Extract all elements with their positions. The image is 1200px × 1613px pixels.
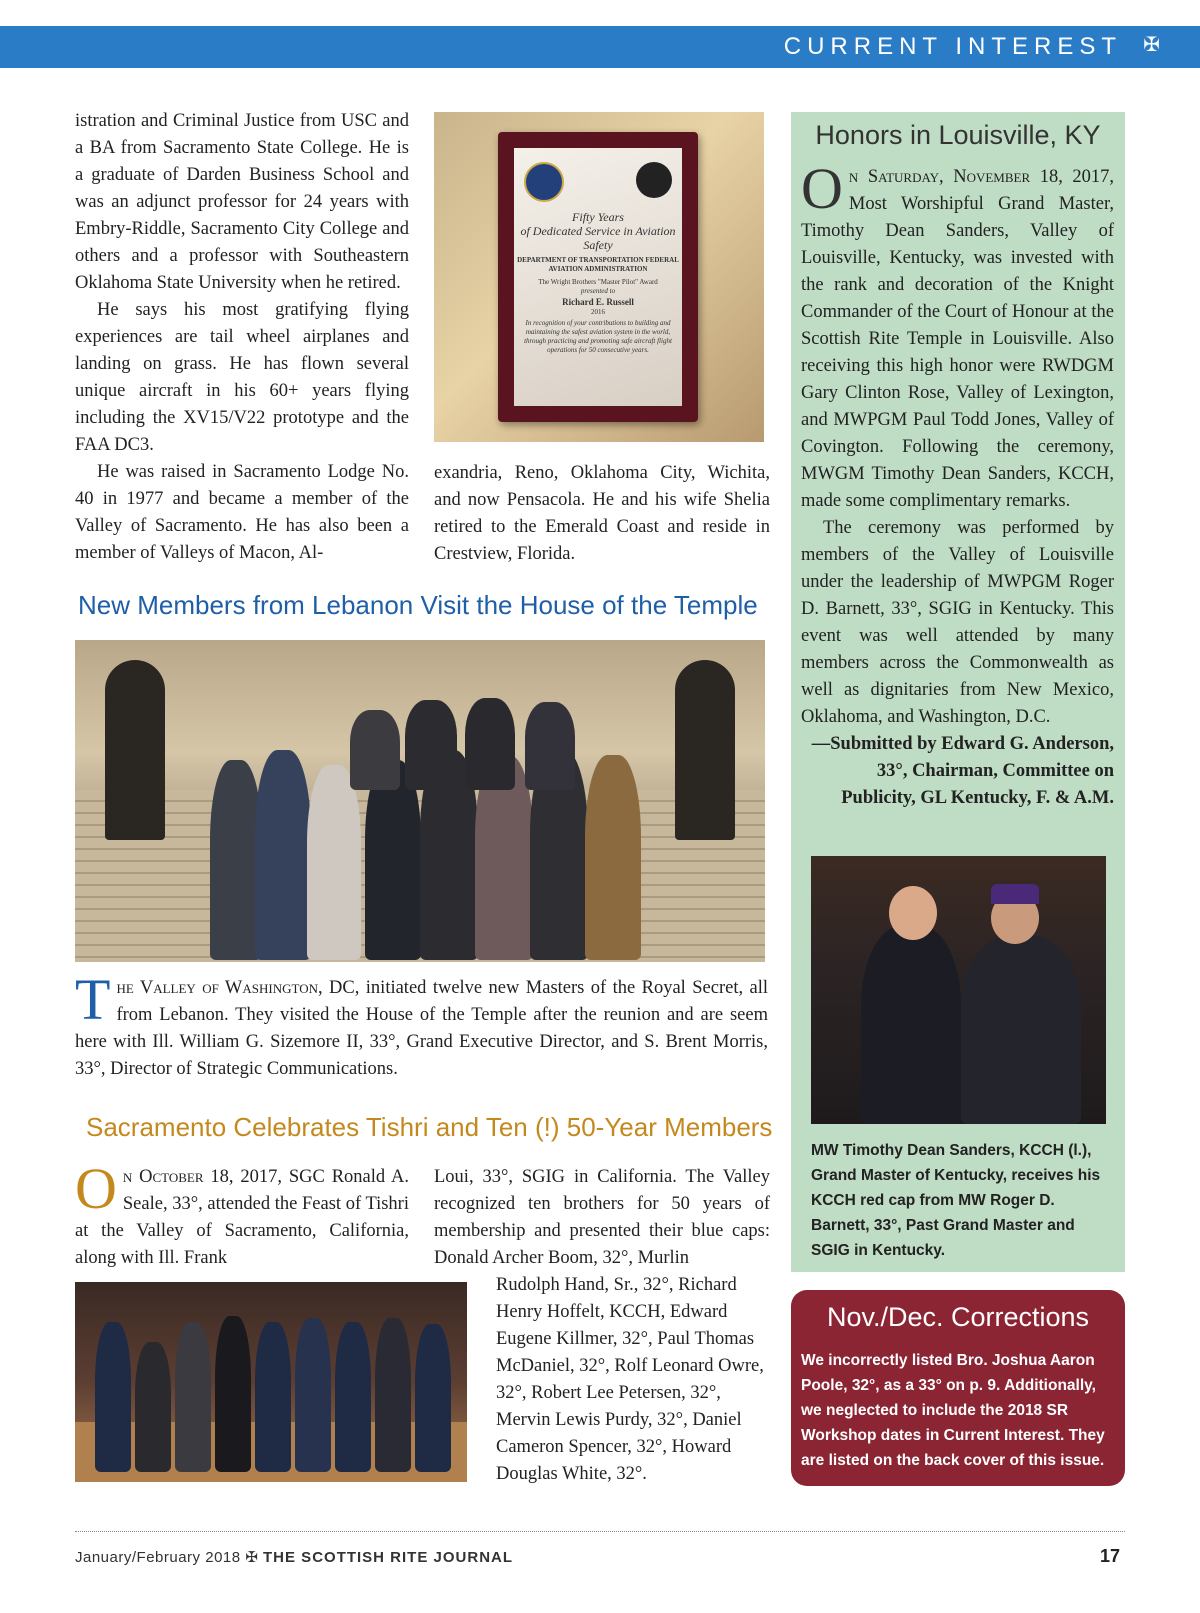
lebanon-heading: New Members from Lebanon Visit the House of the Temple: [78, 590, 758, 620]
page-number: 17: [1100, 1546, 1121, 1566]
article-column-middle: [434, 460, 770, 568]
paragraph: DC, initiated twelve new Masters of the Royal Secret, all from Lebanon. They visited the House of the Temple after the reunion and are seem here with Ill. William G. Sizemore II, 33°, Grand Executive Director, and S. Brent Morris, 33°, Director of Strategic Communications.: [75, 978, 768, 1079]
paragraph: exandria, Reno, Oklahoma City, Wichita, and now Pensacola. He and his wife Shelia retired to the Emerald Coast and reside in Crestview, Florida.: [434, 463, 770, 564]
cross-icon: ✠: [1143, 32, 1160, 56]
section-header-bar: [0, 26, 1200, 68]
honoree-names: [496, 1272, 768, 1488]
plaque-face: [514, 148, 682, 406]
corrections-title: Nov./Dec. Corrections: [826, 1302, 1090, 1332]
journal-name: THE SCOTTISH RITE JOURNAL: [263, 1549, 514, 1566]
paragraph: Rudolph Hand, Sr., 32°, Richard Henry Hoffelt, KCCH, Edward Eugene Killmer, 32°, Paul Thomas McDaniel, 32°, Rolf Leonard Owre, 32°, Robert Lee Petersen, 32°, Mervin Lewis Purdy, 32°, Daniel Cameron Spencer, 32°, Howard Douglas White, 32°.: [496, 1275, 764, 1484]
issue-date: January/February 2018: [75, 1549, 241, 1566]
louisville-article: [801, 156, 1114, 812]
drop-cap: T: [75, 967, 111, 1032]
sacramento-members-photo: [75, 1282, 467, 1482]
cross-icon: ✠: [245, 1548, 259, 1566]
sacramento-heading: Sacramento Celebrates Tishri and Ten (!) 50-Year Members: [86, 1112, 773, 1142]
corrections-text: We incorrectly listed Bro. Joshua Aaron Poole, 32°, as a 33° on p. 9. Additionally, we neglected to include the 2018 SR Workshop dates in Current Interest. They are listed on the back cover of this issue.: [801, 1352, 1105, 1469]
plaque-line: presented to: [580, 287, 616, 295]
corrections-box: [791, 1290, 1125, 1486]
paragraph: The ceremony was performed by members of the Valley of Louisville under the leadership of MWPGM Roger D. Barnett, 33°, SGIG in Kentucky. This event was well attended by many members across the Commonwealth as well as dignitaries from New Mexico, Oklahoma, and Washington, D.C.: [801, 518, 1114, 727]
drop-cap: O: [75, 1156, 117, 1221]
louisville-sidebar: [791, 112, 1125, 1272]
plaque-frame: [498, 132, 698, 422]
plaque-photo: [434, 112, 764, 442]
paragraph-text: 18, 2017, Most Worshipful Grand Master, Timothy Dean Sanders, Valley of Louisville, Kentucky, was invested with the rank and decoration of the Knight Commander of the Court of Honour at the Scottish Rite Temple in Louisville. Also receiving this high honor were RWDGM Gary Clinton Rose, Valley of Lexington, and MWPGM Paul Todd Jones, Valley of Covington. Following the ceremony, MWGM Timothy Dean Sanders, KCCH, made some complimentary remarks.: [801, 167, 1114, 511]
footer-issue-line: [75, 1548, 513, 1566]
ky-ceremony-photo: [811, 856, 1106, 1124]
lead-in: he Valley of Washington,: [116, 978, 323, 998]
dot-seal-icon: [524, 162, 564, 202]
lebanon-article: [75, 967, 768, 1083]
drop-cap: O: [801, 156, 843, 221]
plaque-line: Fifty Years: [572, 210, 624, 224]
plaque-line: The Wright Brothers "Master Pilot" Award: [538, 278, 658, 286]
paragraph: Loui, 33°, SGIG in California. The Valley recognized ten brothers for 50 years of membership and presented their blue caps: Donald Archer Boom, 32°, Murlin: [434, 1167, 770, 1268]
louisville-title: Honors in Louisville, KY: [815, 120, 1101, 150]
plaque-line: 2016: [591, 308, 605, 316]
paragraph: He was raised in Sacramento Lodge No. 40 in 1977 and became a member of the Valley of Sacramento. He has also been a member of Valleys of Macon, Al-: [75, 462, 409, 563]
article-column-left: [75, 108, 409, 567]
paragraph: 18, 2017, SGC Ronald A. Seale, 33°, attended the Feast of Tishri at the Valley of Sacramento, California, along with Ill. Frank: [75, 1167, 409, 1268]
plaque-line: In recognition of your contributions to building and maintaining the safest aviation system in the world, through practicing and promoting safe aircraft flight operations for 50 consecutive years.: [524, 319, 672, 354]
lead-in: n October: [122, 1167, 204, 1187]
section-title: CURRENT INTEREST: [783, 33, 1122, 60]
sacramento-column-right: [434, 1164, 770, 1272]
lead-in: n Saturday, November: [848, 167, 1031, 187]
paragraph: He says his most gratifying flying experiences are tail wheel airplanes and landing on grass. He has flown several unique aircraft in his 60+ years flying including the XV15/V22 prototype and the FAA DC3.: [75, 300, 409, 455]
faa-seal-icon: [636, 162, 672, 198]
byline: —Submitted by Edward G. Anderson, 33°, Chairman, Committee on Publicity, GL Kentucky, F. & A.M.: [811, 734, 1114, 808]
plaque-line: Richard E. Russell: [562, 297, 634, 307]
sacramento-column-left: [75, 1156, 409, 1272]
footer-divider: [75, 1531, 1125, 1532]
lebanon-group-photo: [75, 640, 765, 962]
plaque-line: of Dedicated Service in Aviation Safety: [520, 224, 676, 252]
plaque-line: DEPARTMENT OF TRANSPORTATION FEDERAL AVIATION ADMINISTRATION: [517, 256, 679, 273]
photo-caption: MW Timothy Dean Sanders, KCCH (l.), Grand Master of Kentucky, receives his KCCH red cap from MW Roger D. Barnett, 33°, Past Grand Master and SGIG in Kentucky.: [811, 1142, 1101, 1259]
paragraph: [801, 156, 1114, 515]
paragraph: istration and Criminal Justice from USC and a BA from Sacramento State College. He is a graduate of Darden Business School and was an adjunct professor for 24 years with Embry-Riddle, Sacramento City College and others and a professor with Southeastern Oklahoma State University when he retired.: [75, 111, 409, 293]
